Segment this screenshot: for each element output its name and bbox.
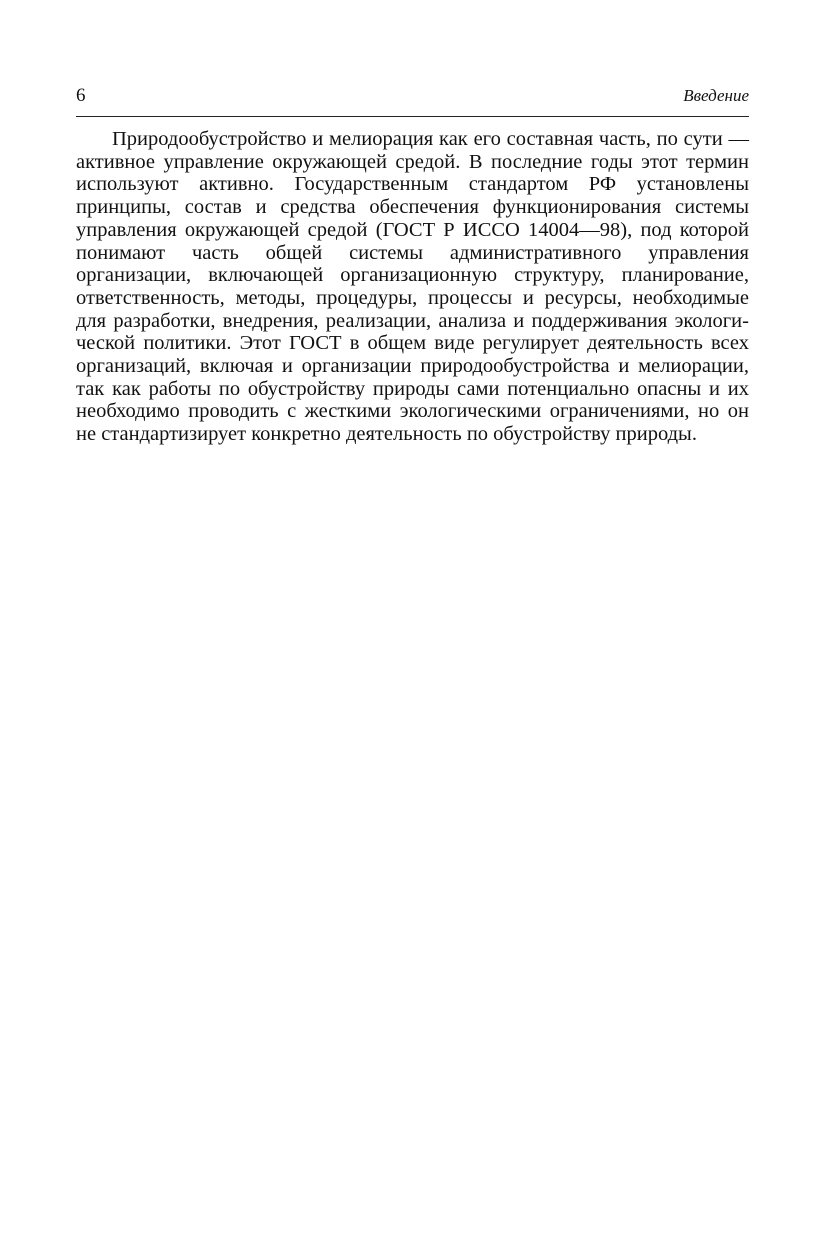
body-paragraph: Природообустройство и мелиорация как его составная часть, по сути — активное управление окружающей средой. В последние годы этот термин используют активно. Государственным стандартом РФ установлены принципы, состав и средства обеспечения функционирования системы управления окружающей средой (ГОСТ Р ИССО 14004—98), под которой понимают часть общей системы административного управления организации, включающей организационную структуру, планирование, ответственность, методы, процедуры, процессы и ресурсы, необходимые для разработки, внедрения, реализации, анализа и поддерживания экологической политики. Этот ГОСТ в общем виде регулирует деятельность всех организаций, включая и организации природообустройства и мелиорации, так как работы по обустройству природы сами потенциально опасны и их необходимо проводить с жесткими экологическими ограничениями, но он не стандартизирует конкретно деятельность по обустройству природы. (76, 128, 749, 446)
page-header (76, 84, 749, 110)
page-number: 6 (76, 85, 86, 106)
running-title: Введение (683, 86, 749, 105)
header-divider (76, 116, 749, 117)
